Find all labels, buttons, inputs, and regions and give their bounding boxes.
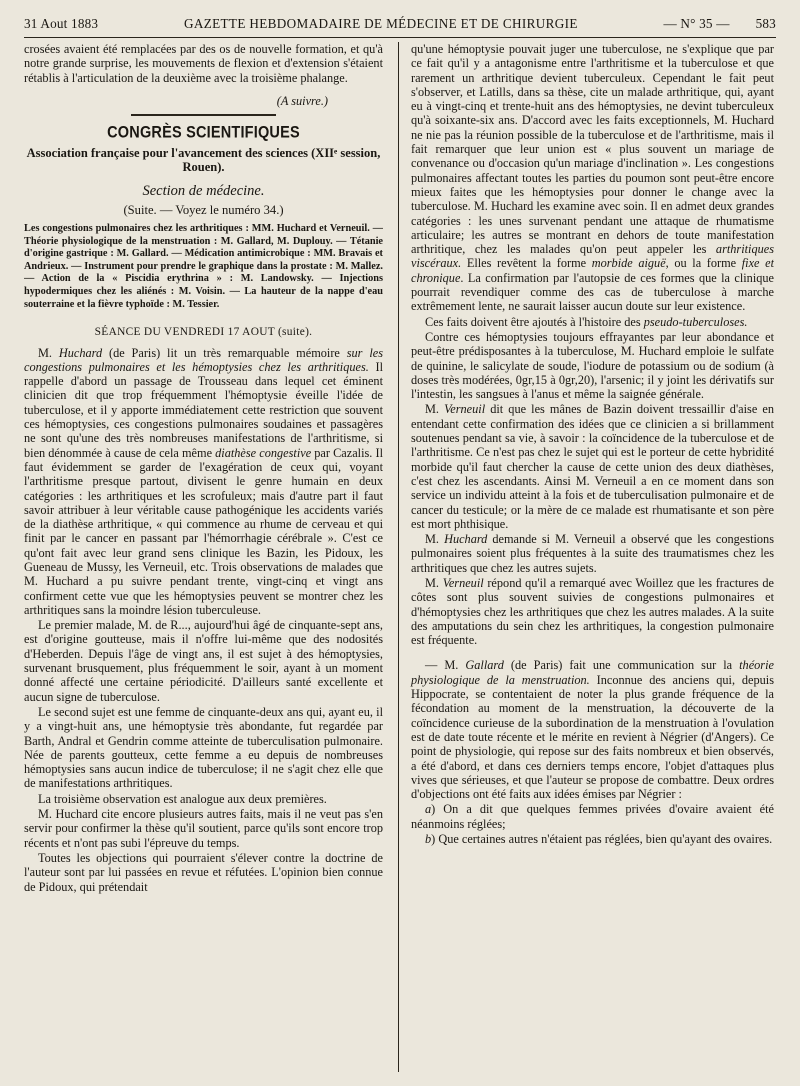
paragraph-objections: Toutes les objections qui pourraient s'élever contre la doctrine de l'auteur sont par lui passées en revue et réfutées. L'opinion bien connue de Pidoux, qui prétendait (24, 850, 383, 894)
association-heading: Association française pour l'avancement des sciences (XIIᵉ session, Rouen). (26, 146, 381, 175)
header-page-number: 583 (755, 16, 776, 31)
left-column (24, 42, 383, 1072)
paragraph-first-patient: Le premier malade, M. de R..., aujourd'hui âgé de cinquante-sept ans, est d'origine goutteuse, mais il n'offre lui-même que des nodosités d'Heberden. Depuis l'âge de vingt ans, il est sujet à des hémoptysies, survenant brusquement, plus fréquemment le soir, ayant à un moment donné affecté une certaine périodicité. D'ailleurs santé excellente et aucun signe de tuberculose. (24, 618, 383, 704)
paragraph-verneuil-answer: M. Verneuil répond qu'il a remarqué avec Woillez que les fractures de côtes sont plus souvent suivies de congestions pulmonaires et d'hémoptysies chez les arthritiques que chez les autres malades. A la suite des amputations du sein chez les arthritiques, la congestion pulmonaire est fréquente. (411, 575, 774, 648)
huchard-paragraph: M. Huchard (de Paris) lit un très remarquable mémoire sur les congestions pulmonaires et les hémoptysies chez les arthritiques. Il rappelle d'abord un passage de Trousseau dans lequel cet éminent clinicien dit que trop fréquemment l'hémoptysie éveille l'idée de tuberculose, et il y apporte immédiatement cette restriction que souvent ces hémoptysies, ces congestions pulmonaires soudaines et passagères ne sont qu'une des très nombreuses manifestations de l'arthritisme, si bien dénommée à cause de cela même diathèse congestive par Cazalis. Il faut évidemment se garder de l'exagération de ceux qui, voyant l'arthritisme presque partout, divisent le genre humain en deux catégories : les arthritiques et les scrofuleux; mais d'autre part il faut savoir attribuer à leur véritable cause pathogénique les accidents variés de la diathèse arthritique, « qui commence au rhume de cerveau et qui finit par le cancer en passant par l'hémorrhagie cérébrale ». C'est ce qu'ont fait avec leur grand sens clinique les Bazin, les Pidoux, les Gueneau de Mussy, les Verneuil, etc. Trois observations de malades que M. Huchard a pu suivre pendant trente, vingt-cinq et vingt ans confirment cette vue que les hémoptysies peuvent se montrer chez les arthritiques sans la moindre lésion tuberculeuse. (24, 345, 383, 617)
columns (24, 42, 776, 1072)
section-divider (131, 114, 276, 116)
seance-heading: SÉANCE DU VENDREDI 17 AOUT (suite). (94, 326, 313, 339)
paragraph-treatment: Contre ces hémoptysies toujours effrayantes par leur abondance et peut-être prédisposantes à la tuberculose, M. Huchard emploie le sulfate de quinine, le salicylate de soude, l'iodure de potassium ou de sodium (à doses très modérées, 0gr,15 à 0gr,20), l'arsenic; il y joint les dérivatifs sur l'intestin, les sangsues à l'anus et même la saignée générale. (411, 329, 774, 402)
paragraph-gap (411, 648, 774, 658)
congres-title: CONGRÈS SCIENTIFIQUES (107, 123, 300, 143)
paragraph-verneuil-bazin: M. Verneuil dit que les mânes de Bazin doivent tressaillir d'aise en entendant cette confirmation des idées que ce clinicien a si brillamment soutenues pendant sa vie, à savoir : la coïncidence de la tuberculose et de l'arthritisme. Ce n'est pas chez le sujet qui est le porteur de cette hybridité morbide qu'il faut chercher la cause de cette union des deux diathèses, c'est chez les ascendants. Ainsi M. Verneuil a en ce moment dans son service un individu atteint à la fois et de tuberculisation pulmonaire et de cancer du testicule; or la mère de ce malade est rhumatisante et son père est mort phthisique. (411, 402, 774, 531)
paragraph-continuation: qu'une hémoptysie pouvait juger une tuberculose, ne s'explique que par ce fait qu'il y a antagonisme entre l'arthritisme et la tuberculose et que rarement un arthritique devient tuberculeux. Cependant le fait peut s'observer, et Latills, dans sa thèse, cite un malade arthritique, qui, ayant eu à vingt-cinq et trente-huit ans des hémoptysies, ne devint tuberculeux qu'à soixante-six ans. D'accord avec les faits exceptionnels, M. Huchard ne nie pas la réunion possible de la tuberculose et de l'arthritisme, mais il fait remarquer que leur union est « plus souvent un mariage de convenance ou d'occasion qu'un mariage d'inclination ». Les congestions pulmonaires affectant toutes les parties du poumon sont peut-être encore mieux faites que les hémoptysies pour donner le change avec la tuberculose. M. Huchard les examine avec soin. Il en admet deux grandes catégories : les unes survenant pendant une attaque de rhumatisme articulaire; les autres se montrant en dehors de toute manifestation arthritique, chez les malades qu'on peut appeler les arthritiques viscéraux. Elles revêtent la forme morbide aiguë, ou la forme fixe et chronique. La confirmation par l'autopsie de ces formes que la clinique pourrait revendiquer comme des cas de tuberculose à marche extrêmement lente, ne saurait laisser aucun doute sur leur existence. (411, 42, 774, 314)
header-issue: — N° 35 — (663, 16, 730, 31)
header-date: 31 Aout 1883 (24, 16, 99, 31)
section-title: Section de médecine. (142, 183, 265, 200)
paragraph-huchard-question: M. Huchard demande si M. Verneuil a observé que les congestions pulmonaires soient plus fréquentes à la suite des traumatismes chez les arthritiques que chez les autres sujets. (411, 532, 774, 575)
objection-b: b) Que certaines autres n'étaient pas réglées, bien qu'ayant des ovaires. (425, 832, 773, 847)
a-suivre-note: (A suivre.) (276, 93, 328, 108)
page-header (24, 16, 776, 38)
paragraph-gallard: — M. Gallard (de Paris) fait une communication sur la théorie physiologique de la menstruation. Inconnue des anciens qui, depuis Hippocrate, se contentaient de noter la plus grande fréquence de la fécondation au moment de la menstruation, la découverte de la coïncidence curieuse de la subordination de la menstruation à l'ovulation est de date toute récente et le mérite en revient à Négrier (d'Angers). Ce point de physiologie, qui repose sur des faits nombreux et bien observés, a été d'abord, et dans ces derniers temps encore, l'objet d'attaques plus vives que sérieuses, et que l'auteur se propose de combattre. Deux ordres d'objections ont été faits aux idées émises par Négrier : (411, 658, 774, 802)
right-column (398, 42, 774, 1072)
paragraph-pseudo-tuberculoses: Ces faits doivent être ajoutés à l'histoire des pseudo-tuberculoses. (425, 314, 748, 329)
objection-a: a) On a dit que quelques femmes privées d'ovaire avaient été néanmoins réglées; (411, 802, 774, 831)
header-title: GAZETTE HEBDOMADAIRE DE MÉDECINE ET DE CHIRURGIE (183, 16, 578, 31)
suite-note: (Suite. — Voyez le numéro 34.) (123, 202, 284, 217)
intro-paragraph: crosées avaient été remplacées par des os de nouvelle formation, et qu'à notre grande surprise, les mouvements de flexion et d'extension s'étaient rétablis à l'articulation de la deuxième avec la troisième phalange. (24, 42, 383, 85)
session-summary: Les congestions pulmonaires chez les arthritiques : MM. Huchard et Verneuil. — Théorie physiologique de la menstruation : M. Gallard, M. Duplouy. — Tétanie d'origine gastrique : M. Gallard. — Médication antimicrobique : MM. Bravais et Andrieux. — Instrument pour prendre le graphique dans la prostate : M. Mallez. — Action de la « Piscidia erythrina » : M. Landowsky. — Injections hypodermiques chez les aliénés : M. Voisin. — La hauteur de la nappe d'eau souterraine et la fièvre typhoïde : M. Tessier. (24, 223, 383, 310)
paragraph-second-patient: Le second sujet est une femme de cinquante-deux ans qui, ayant eu, il y a vingt-huit ans, une hémoptysie très abondante, fut regardée par Barth, Andral et Gendrin comme atteinte de tuberculisation pulmonaire. Née de parents goutteux, cette femme a eu depuis de nombreuses hémoptysies sans aucun indice de tuberculose; il ne s'agit chez elle que de manifestations arthritiques. (24, 704, 383, 791)
paragraph-other-facts: M. Huchard cite encore plusieurs autres faits, mais il ne veut pas s'en servir pour confirmer la thèse qu'il soutient, parce qu'ils sont encore trop récents et n'ont pas subi l'épreuve du temps. (24, 807, 383, 850)
paragraph-third-observation: La troisième observation est analogue aux deux premières. (38, 791, 327, 806)
